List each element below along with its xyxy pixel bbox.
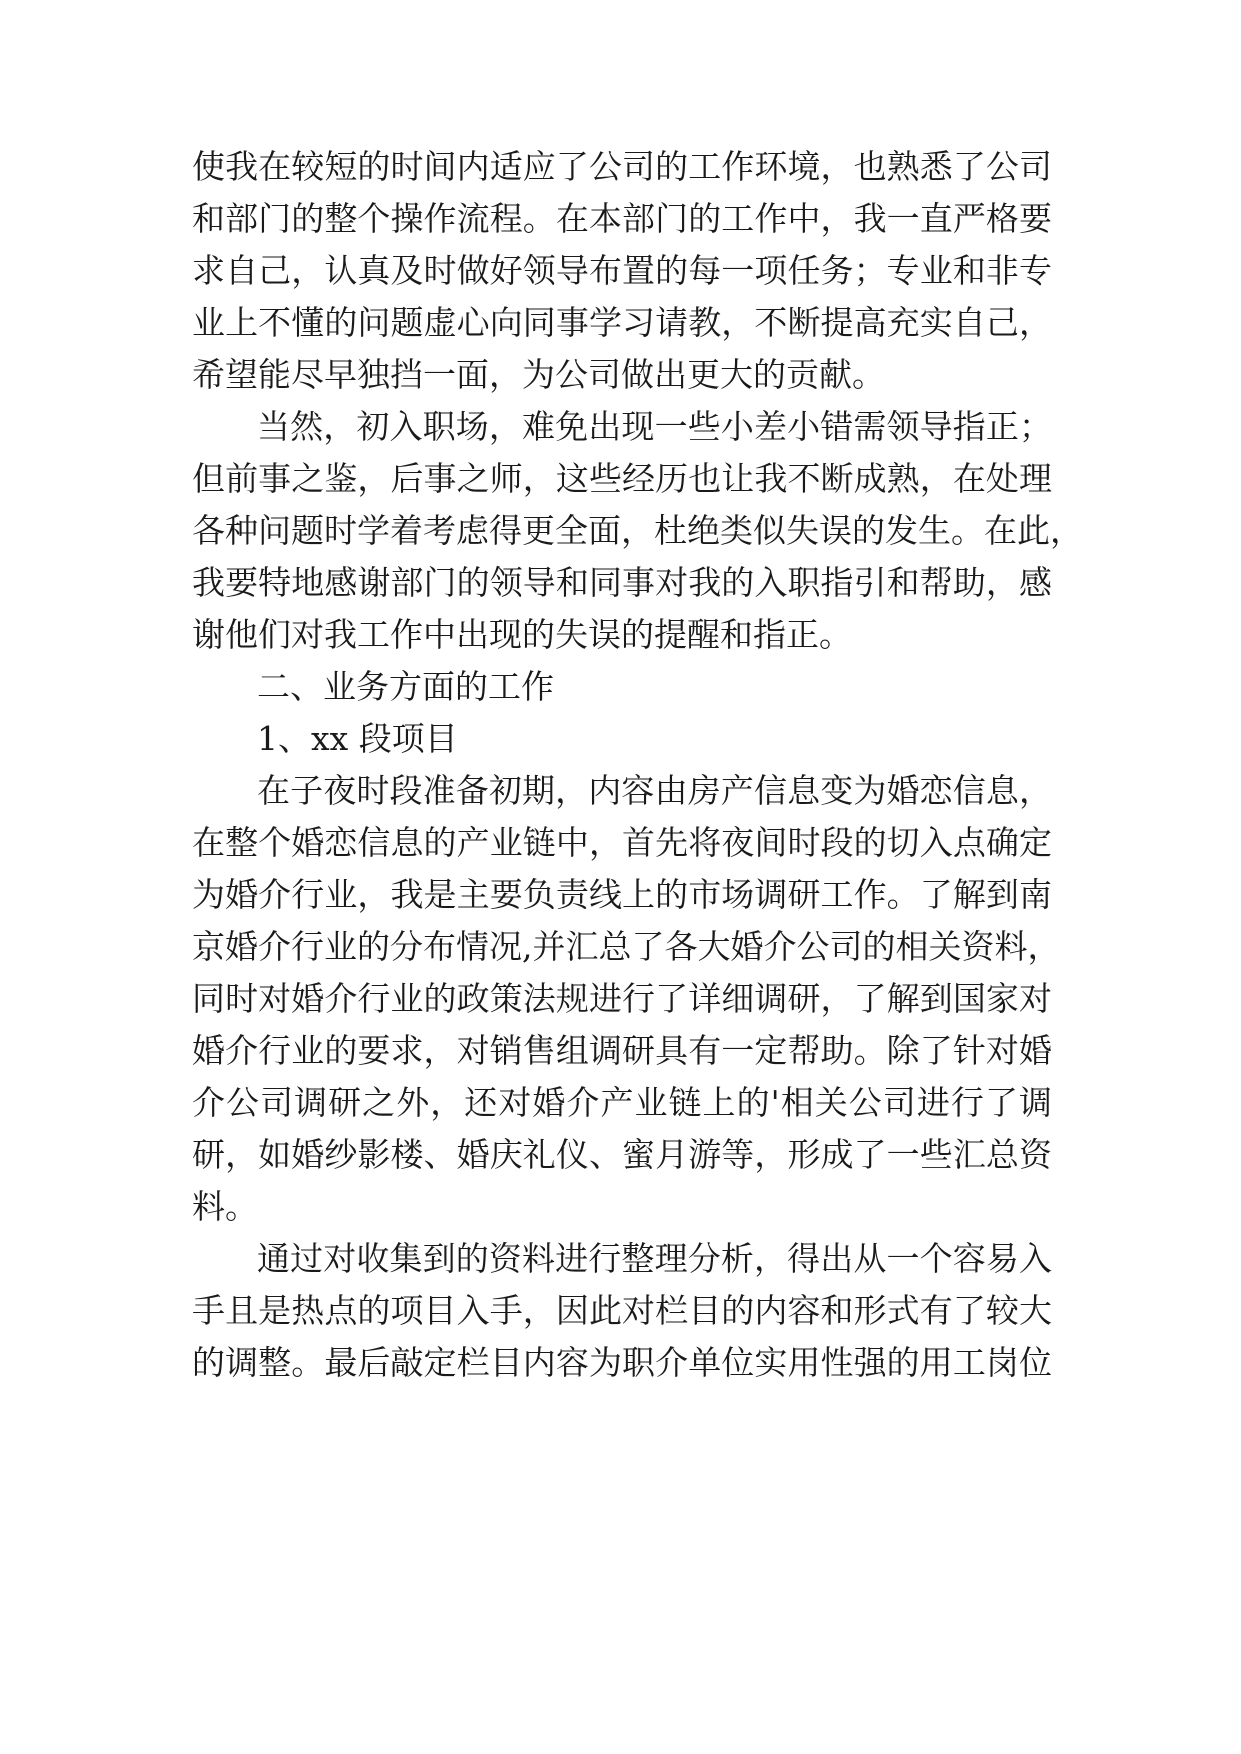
section-heading: 二、业务方面的工作 <box>257 667 554 706</box>
text-line: 京婚介行业的分布情况,并汇总了各大婚介公司的相关资料， <box>192 927 1061 966</box>
paragraph-first-line: 当然，初入职场，难免出现一些小差小错需领导指正； <box>257 407 1052 446</box>
text-line: 手且是热点的项目入手，因此对栏目的内容和形式有了较大 <box>192 1291 1052 1330</box>
text-line: 我要特地感谢部门的领导和同事对我的入职指引和帮助，感 <box>192 563 1052 602</box>
text-line: 希望能尽早独挡一面，为公司做出更大的贡献。 <box>192 355 885 394</box>
text-line: 求自己，认真及时做好领导布置的每一项任务；专业和非专 <box>192 251 1052 290</box>
text-line: 在整个婚恋信息的产业链中，首先将夜间时段的切入点确定 <box>192 823 1052 862</box>
text-line: 的调整。最后敲定栏目内容为职介单位实用性强的用工岗位 <box>192 1343 1052 1382</box>
subsection-heading: 1、xx 段项目 <box>257 719 458 758</box>
text-line: 各种问题时学着考虑得更全面，杜绝类似失误的发生。在此， <box>192 511 1083 550</box>
text-line: 婚介行业的要求，对销售组调研具有一定帮助。除了针对婚 <box>192 1031 1052 1070</box>
text-line: 业上不懂的问题虚心向同事学习请教，不断提高充实自己， <box>192 303 1052 342</box>
text-line: 谢他们对我工作中出现的失误的提醒和指正。 <box>192 615 852 654</box>
text-line: 为婚介行业，我是主要负责线上的市场调研工作。了解到南 <box>192 875 1052 914</box>
text-line: 使我在较短的时间内适应了公司的工作环境，也熟悉了公司 <box>192 147 1052 186</box>
text-line: 同时对婚介行业的政策法规进行了详细调研，了解到国家对 <box>192 979 1052 1018</box>
text-line: 但前事之鉴，后事之师，这些经历也让我不断成熟，在处理 <box>192 459 1052 498</box>
paragraph-first-line: 通过对收集到的资料进行整理分析，得出从一个容易入 <box>257 1239 1052 1278</box>
text-line: 研，如婚纱影楼、婚庆礼仪、蜜月游等，形成了一些汇总资 <box>192 1135 1052 1174</box>
text-line: 和部门的整个操作流程。在本部门的工作中，我一直严格要 <box>192 199 1052 238</box>
paragraph-first-line: 在子夜时段准备初期，内容由房产信息变为婚恋信息， <box>257 771 1052 810</box>
text-line: 料。 <box>192 1187 258 1226</box>
text-line: 介公司调研之外，还对婚介产业链上的'相关公司进行了调 <box>192 1083 1052 1122</box>
